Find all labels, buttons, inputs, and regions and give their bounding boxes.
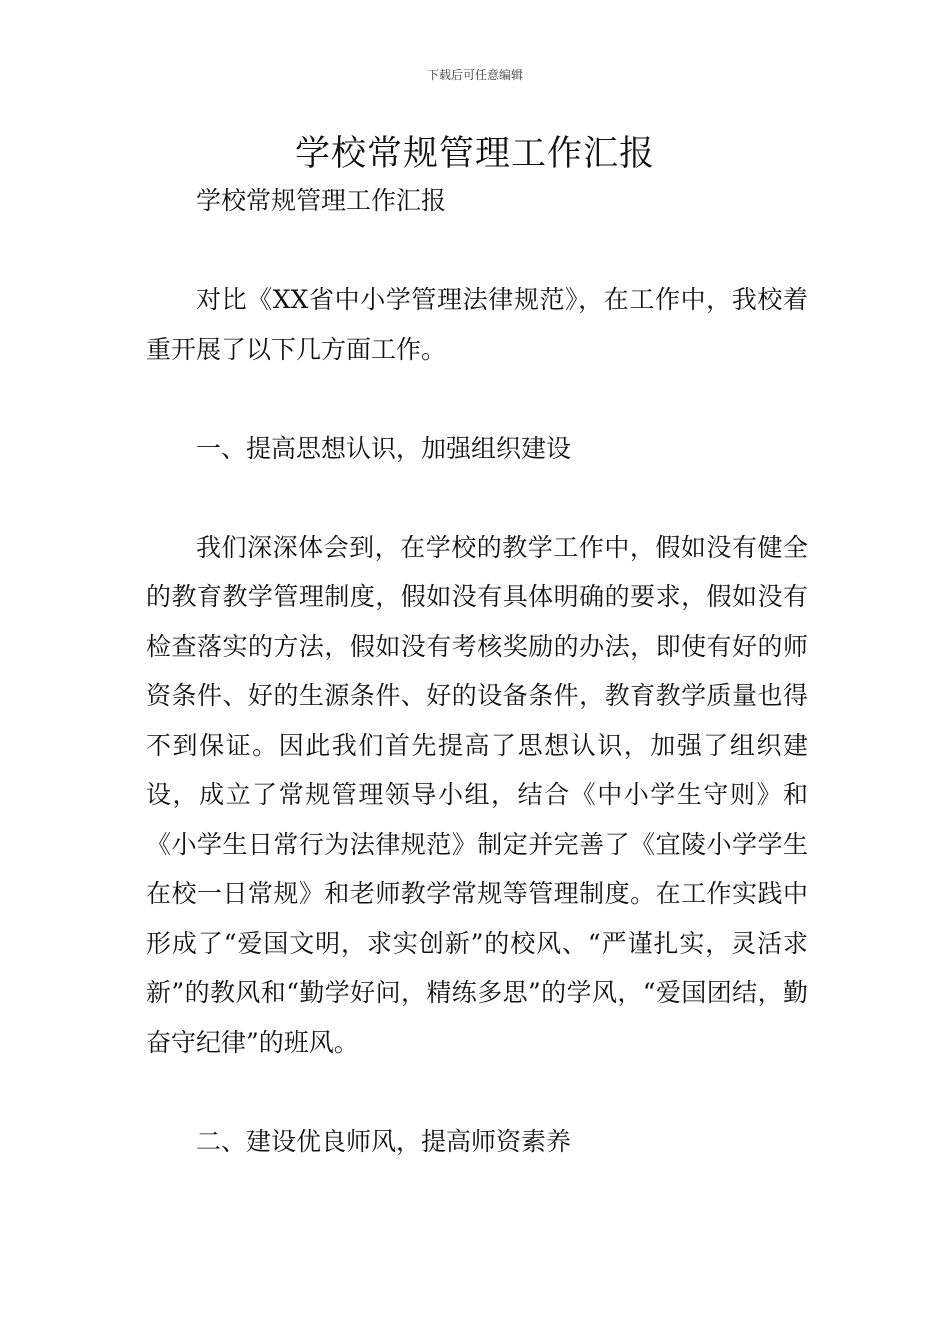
section-heading-1: 一、提高思想认识，加强组织建设: [196, 433, 572, 463]
document-title: 学校常规管理工作汇报: [294, 134, 655, 174]
document-body: [146, 176, 808, 1166]
download-note: 下载后可任意编辑: [426, 68, 523, 82]
intro-paragraph: 对比《XX省中小学管理法律规范》，在工作中，我校着重开展了以下几方面工作。: [146, 285, 808, 364]
section-1-paragraph: 我们深深体会到，在学校的教学工作中，假如没有健全的教育教学管理制度，假如没有具体明确的要求，假如没有检查落实的方法，假如没有考核奖励的办法，即使有好的师资条件、好的生源条件、好的设备条件，教育教学质量也得不到保证。因此我们首先提高了思想认识，加强了组织建设，成立了常规管理领导小组，结合《中小学生守则》和《小学生日常行为法律规范》制定并完善了《宜陵小学学生在校一日常规》和老师教学常规等管理制度。在工作实践中形成了“爱国文明，求实创新”的校风、“严谨扎实，灵活求新”的教风和“勤学好问，精练多思”的学风，“爱国团结，勤奋守纪律”的班风。: [146, 532, 808, 1057]
subtitle-paragraph: 学校常规管理工作汇报: [196, 186, 447, 215]
section-heading-2: 二、建设优良师风，提高师资素养: [196, 1126, 572, 1156]
